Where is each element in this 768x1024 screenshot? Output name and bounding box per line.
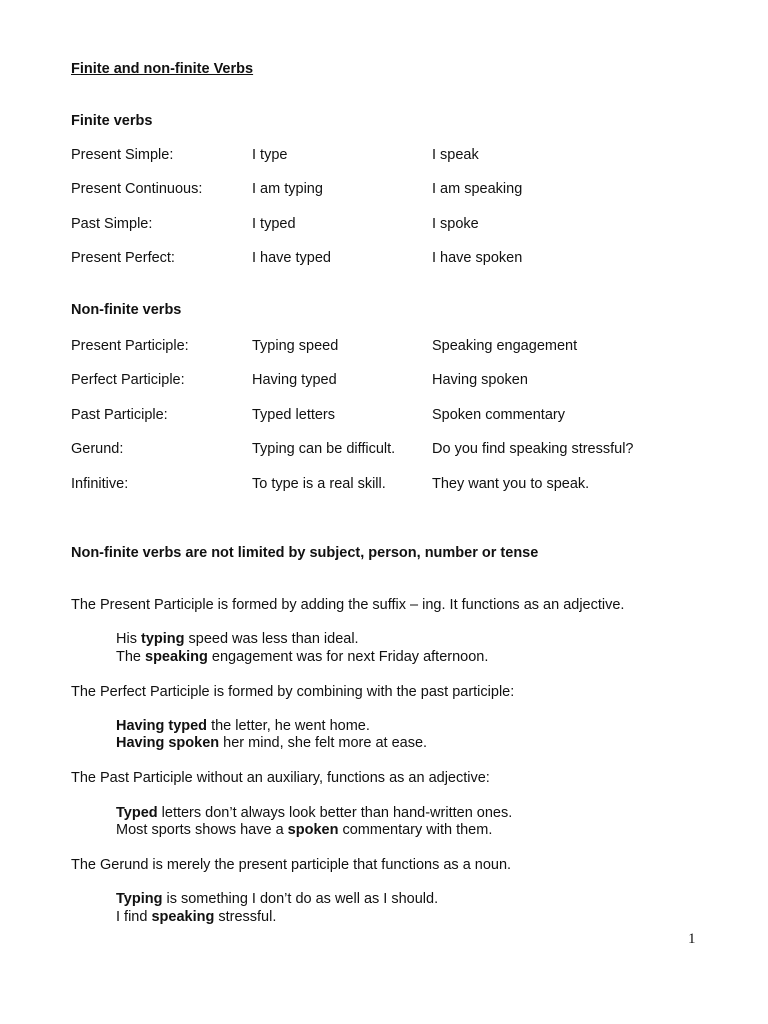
nonfinite-row-example: Having typed — [252, 372, 337, 388]
nonfinite-row-example: Having spoken — [432, 372, 528, 388]
finite-row-label: Present Perfect: — [71, 250, 175, 266]
nonfinite-row-label: Past Participle: — [71, 407, 168, 423]
nonfinite-row-example: Typed letters — [252, 407, 336, 423]
finite-row-example: I have spoken — [432, 250, 523, 266]
example-sentence: Typed letters don’t always look better than hand-written ones. — [116, 805, 513, 821]
perfect-participle-explanation: The Perfect Participle is formed by combining with the past participle: — [71, 684, 515, 700]
page-number: 1 — [688, 931, 696, 947]
nonfinite-row-example: Speaking engagement — [432, 338, 578, 354]
nonfinite-row-example: To type is a real skill. — [252, 476, 386, 492]
finite-row-example: I am speaking — [432, 181, 523, 197]
finite-row-example: I have typed — [252, 250, 331, 266]
nonfinite-row-example: Spoken commentary — [432, 407, 565, 423]
finite-verbs-heading: Finite verbs — [71, 113, 153, 129]
nonfinite-row-example: They want you to speak. — [432, 476, 590, 492]
example-sentence: I find speaking stressful. — [116, 909, 277, 925]
nonfinite-row-label: Gerund: — [71, 441, 124, 457]
page-title: Finite and non-finite Verbs — [71, 61, 254, 77]
nonfinite-row-label: Infinitive: — [71, 476, 129, 492]
example-sentence: His typing speed was less than ideal. — [116, 631, 359, 647]
finite-row-example: I am typing — [252, 181, 323, 197]
finite-row-label: Present Simple: — [71, 147, 174, 163]
nonfinite-verbs-heading: Non-finite verbs — [71, 302, 182, 318]
example-sentence: Having spoken her mind, she felt more at ease. — [116, 735, 428, 751]
finite-row-label: Present Continuous: — [71, 181, 203, 197]
nonfinite-row-example: Do you find speaking stressful? — [432, 441, 634, 457]
finite-row-example: I type — [252, 147, 288, 163]
nonfinite-row-label: Perfect Participle: — [71, 372, 185, 388]
nonfinite-row-example: Typing speed — [252, 338, 339, 354]
finite-row-example: I typed — [252, 216, 296, 232]
finite-row-example: I speak — [432, 147, 479, 163]
example-sentence: Having typed the letter, he went home. — [116, 718, 370, 734]
finite-row-example: I spoke — [432, 216, 479, 232]
example-sentence: Most sports shows have a spoken commentary with them. — [116, 822, 493, 838]
example-sentence: The speaking engagement was for next Friday afternoon. — [116, 649, 489, 665]
nonfinite-statement: Non-finite verbs are not limited by subject, person, number or tense — [71, 545, 539, 561]
present-participle-explanation: The Present Participle is formed by adding the suffix – ing. It functions as an adjective. — [71, 597, 625, 613]
example-sentence: Typing is something I don’t do as well as I should. — [116, 891, 439, 907]
nonfinite-row-label: Present Participle: — [71, 338, 189, 354]
finite-row-label: Past Simple: — [71, 216, 153, 232]
past-participle-explanation: The Past Participle without an auxiliary, functions as an adjective: — [71, 770, 490, 786]
nonfinite-row-example: Typing can be difficult. — [252, 441, 396, 457]
gerund-explanation: The Gerund is merely the present participle that functions as a noun. — [71, 857, 512, 873]
